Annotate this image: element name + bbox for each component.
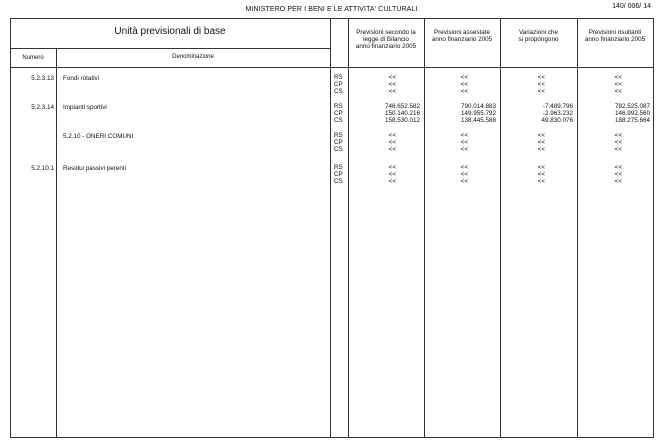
cell-col4: 782.525.087 146.992.560 188.275.664	[614, 103, 650, 124]
header-bottom-border	[10, 67, 653, 68]
cell-col2: << << <<	[460, 74, 468, 95]
denominazione-header: Denominazione	[172, 54, 214, 60]
page-code: 140/ 006/ 14	[612, 3, 651, 10]
cell-col3: << << <<	[537, 132, 545, 153]
cell-col1: << << <<	[388, 164, 396, 185]
row-codes: RS CP CS	[334, 164, 343, 185]
cell-col4: << << <<	[614, 74, 622, 95]
table-right-border	[653, 18, 654, 438]
row-denominazione: Residui passivi perenti	[63, 165, 126, 172]
cell-col2: << << <<	[460, 164, 468, 185]
col3-header: Variazioni che si propongono	[518, 29, 559, 43]
page-title: MINISTERO PER I BENI E LE ATTIVITA' CULTURALI	[245, 6, 418, 13]
row-numero: 5.2.3.14	[31, 104, 54, 111]
cell-col4: << << <<	[614, 132, 622, 153]
cell-col3: -7.489.796 -2.963.232 49.830.076	[541, 103, 573, 124]
cell-col1: 746.652.582 150.140.216 158.530.012	[384, 103, 420, 124]
table-top-border	[10, 18, 653, 19]
cell-col3: << << <<	[537, 74, 545, 95]
col2-header: Previsioni assestate anno finanziario 2005	[431, 29, 493, 43]
numero-divider	[56, 48, 57, 438]
row-numero: 5.2.10.1	[31, 165, 54, 172]
cell-col1: << << <<	[388, 132, 396, 153]
cell-col3: << << <<	[537, 164, 545, 185]
unit-title: Unità previsionali di base	[114, 26, 226, 37]
cell-col1: << << <<	[388, 74, 396, 95]
row-denominazione: Impianti sportivi	[63, 104, 107, 111]
row-codes: RS CP CS	[334, 103, 343, 124]
row-numero: 5.2.3.13	[31, 75, 54, 82]
row-codes: RS CP CS	[334, 74, 343, 95]
numero-header: Numero	[22, 55, 44, 61]
table-bottom-border	[10, 437, 653, 438]
cell-col2: 790.014.883 149.955.792 138.445.588	[460, 103, 496, 124]
row-denominazione: Fondi rotativi	[63, 75, 100, 82]
denominazione-divider	[330, 18, 331, 438]
unit-title-divider	[10, 48, 330, 49]
row-denominazione: 5.2.10 - ONERI COMUNI	[63, 133, 134, 140]
row-codes: RS CP CS	[334, 132, 343, 153]
col4-header: Previsioni risultanti anno finanziario 2005	[584, 29, 646, 43]
col1-header: Previsioni secondo la legge di Bilancio anno finanziario 2005	[355, 29, 417, 50]
cell-col2: << << <<	[460, 132, 468, 153]
cell-col4: << << <<	[614, 164, 622, 185]
